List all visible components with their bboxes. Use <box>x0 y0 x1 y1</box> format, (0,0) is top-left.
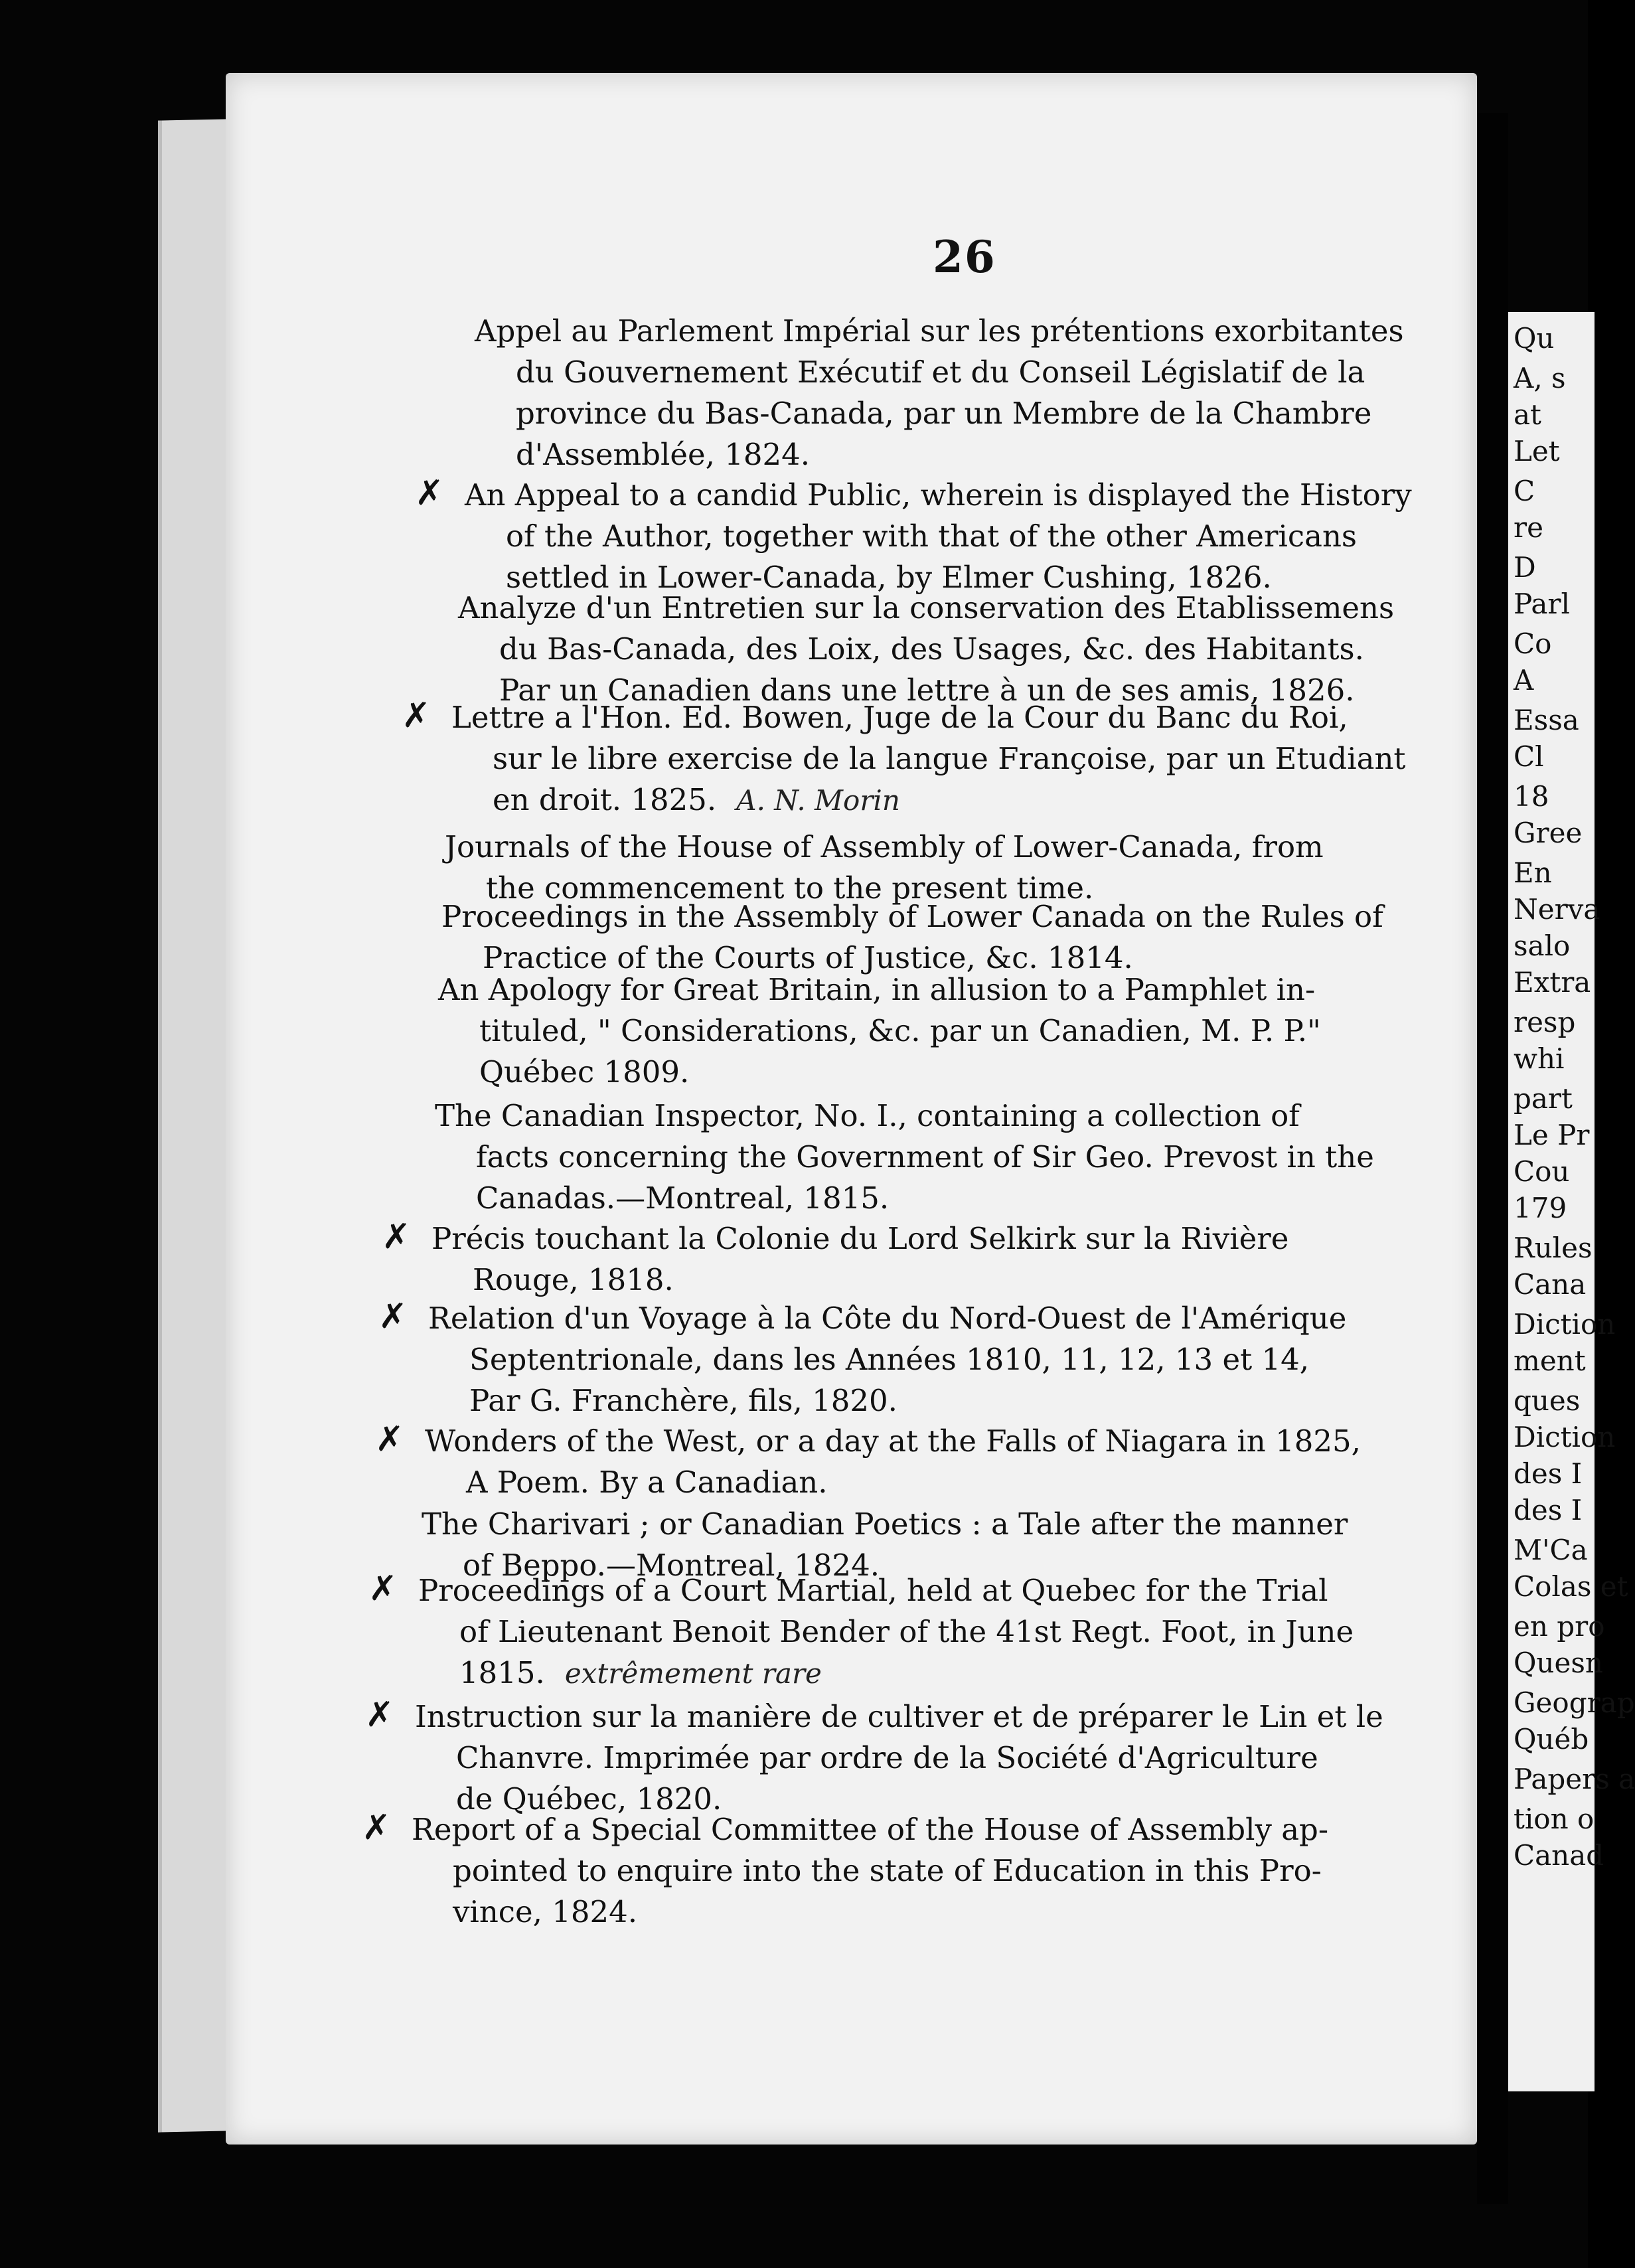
entry-line: Par un Canadien dans une lettre à un de ses amis, 1826. <box>499 673 1355 708</box>
right-page-text: Papers a <box>1514 1763 1635 1795</box>
handwritten-note: extrêmement rare <box>564 1657 822 1690</box>
right-page-text: whi <box>1514 1042 1565 1075</box>
entry-line: of Beppo.—Montreal, 1824. <box>463 1548 880 1583</box>
right-page-text: Canad <box>1514 1839 1604 1872</box>
entry-line: tituled, " Considerations, &c. par un Canadien, M. P. P." <box>479 1013 1321 1048</box>
entry-line: Rouge, 1818. <box>473 1262 674 1297</box>
bibliography-entry <box>418 1570 1354 1694</box>
right-page-text: Gree <box>1514 817 1583 849</box>
entry-line: settled in Lower-Canada, by Elmer Cushing, 1826. <box>506 560 1272 595</box>
right-page-text: tion o <box>1514 1803 1595 1835</box>
right-page-text: Parl <box>1514 588 1570 620</box>
right-page-text: Geograp <box>1514 1686 1635 1719</box>
entry-line: Relation d'un Voyage à la Côte du Nord-Ouest de l'Amérique <box>428 1301 1347 1336</box>
right-page-text: A <box>1514 664 1534 696</box>
right-page-text: En <box>1514 856 1552 889</box>
right-page-text: Colas et <box>1514 1570 1628 1603</box>
right-page-text: 18 <box>1514 780 1549 813</box>
entry-line: Chanvre. Imprimée par ordre de la Société d'Agriculture <box>456 1740 1318 1775</box>
right-page-text: Let <box>1514 435 1560 467</box>
entry-line: Septentrionale, dans les Années 1810, 11, 12, 13 et 14, <box>469 1342 1310 1377</box>
right-page-text: D <box>1514 551 1536 584</box>
entry-line: Proceedings in the Assembly of Lower Canada on the Rules of <box>441 899 1383 934</box>
entry-line: en droit. 1825. A. N. Morin <box>493 782 900 817</box>
entry-line: du Gouvernement Exécutif et du Conseil Législatif de la <box>516 355 1365 390</box>
entry-line: province du Bas-Canada, par un Membre de la Chambre <box>516 396 1372 431</box>
right-page-text: Le Pr <box>1514 1119 1590 1151</box>
right-page-text: Diction <box>1514 1421 1616 1453</box>
entry-line: Par G. Franchère, fils, 1820. <box>469 1383 897 1418</box>
page-number: 26 <box>933 231 996 283</box>
bibliography-entry <box>441 896 1383 979</box>
right-page-text: Quesn <box>1514 1647 1603 1679</box>
entry-line: Analyze d'un Entretien sur la conservation des Etablissemens <box>458 590 1395 625</box>
bibliography-entry <box>431 1218 1288 1301</box>
right-page-text: Cana <box>1514 1268 1587 1301</box>
entry-line: of the Author, together with that of the other Americans <box>506 519 1358 554</box>
entry-line: Report of a Special Committee of the House of Assembly ap- <box>412 1812 1329 1847</box>
right-page-text: Cl <box>1514 740 1544 773</box>
right-page-text: Rules <box>1514 1232 1593 1264</box>
entry-line: Wonders of the West, or a day at the Falls of Niagara in 1825, <box>425 1423 1361 1459</box>
right-page-text: Essa <box>1514 704 1579 736</box>
bibliography-entry <box>465 475 1412 598</box>
bibliography-entry <box>475 311 1404 475</box>
entry-line: sur le libre exercise de la langue Françoise, par un Etudiant <box>493 741 1406 776</box>
check-mark-icon: ✗ <box>375 1419 404 1459</box>
right-page-text: en pro <box>1514 1610 1605 1643</box>
right-page-text: Québ <box>1514 1723 1589 1755</box>
entry-line: of Lieutenant Benoit Bender of the 41st Regt. Foot, in June <box>459 1614 1354 1649</box>
bibliography-entry <box>435 1095 1374 1219</box>
entry-line: de Québec, 1820. <box>456 1781 722 1817</box>
handwritten-note: A. N. Morin <box>736 784 900 817</box>
right-page-text: salo <box>1514 930 1571 962</box>
entry-line: Appel au Parlement Impérial sur les prétentions exorbitantes <box>475 313 1404 349</box>
right-page-text: Qu <box>1514 322 1555 355</box>
bibliography-entry <box>451 697 1406 821</box>
entry-line: vince, 1824. <box>453 1894 638 1929</box>
entry-line: The Canadian Inspector, No. I., containing a collection of <box>435 1098 1300 1133</box>
check-mark-icon: ✗ <box>365 1695 394 1735</box>
right-page-text: Cou <box>1514 1155 1570 1188</box>
entry-line: Journals of the House of Assembly of Lower-Canada, from <box>445 829 1324 864</box>
check-mark-icon: ✗ <box>415 473 444 513</box>
bibliography-entry <box>428 1298 1346 1421</box>
right-page-text: des I <box>1514 1494 1583 1526</box>
entry-line: d'Assemblée, 1824. <box>516 437 811 472</box>
entry-line: Précis touchant la Colonie du Lord Selkirk sur la Rivière <box>431 1221 1289 1256</box>
entry-line: An Appeal to a candid Public, wherein is displayed the History <box>465 477 1412 513</box>
right-page-text: Nerva <box>1514 893 1600 926</box>
right-page-text: A, s <box>1514 362 1566 394</box>
entry-line: The Charivari ; or Canadian Poetics : a Tale after the manner <box>422 1506 1348 1542</box>
entry-line: the commencement to the present time. <box>486 870 1094 906</box>
entry-line: Proceedings of a Court Martial, held at Quebec for the Trial <box>418 1573 1328 1608</box>
right-page-text: at <box>1514 398 1541 431</box>
right-page-text: Diction <box>1514 1308 1616 1340</box>
right-page-text: Co <box>1514 627 1552 660</box>
right-page-text: C <box>1514 475 1535 507</box>
right-page-text: Extra <box>1514 966 1591 999</box>
entry-line: 1815. extrêmement rare <box>459 1655 822 1690</box>
entry-line: Practice of the Courts of Justice, &c. 1814. <box>483 940 1133 975</box>
entry-line: A Poem. By a Canadian. <box>466 1465 828 1500</box>
bibliography-entry <box>425 1421 1361 1503</box>
bibliography-entry <box>438 969 1321 1093</box>
entry-line: Instruction sur la manière de cultiver et de préparer le Lin et le <box>415 1699 1383 1734</box>
right-page-text: ment <box>1514 1344 1586 1377</box>
check-mark-icon: ✗ <box>382 1217 411 1257</box>
right-page-text: resp <box>1514 1006 1576 1038</box>
check-mark-icon: ✗ <box>362 1808 391 1848</box>
right-page-text: M'Ca <box>1514 1534 1588 1566</box>
check-mark-icon: ✗ <box>378 1297 408 1336</box>
entry-line: pointed to enquire into the state of Education in this Pro- <box>453 1853 1322 1888</box>
entry-line: An Apology for Great Britain, in allusion to a Pamphlet in- <box>438 972 1316 1007</box>
bibliography-entry <box>415 1696 1383 1820</box>
check-mark-icon: ✗ <box>368 1569 398 1609</box>
bibliography-entry <box>458 588 1394 711</box>
right-page-text: re <box>1514 511 1543 544</box>
right-page-text: 179 <box>1514 1192 1567 1224</box>
check-mark-icon: ✗ <box>402 696 431 736</box>
entry-line: Lettre a l'Hon. Ed. Bowen, Juge de la Cour du Banc du Roi, <box>451 700 1348 735</box>
entry-line: facts concerning the Government of Sir Geo. Prevost in the <box>476 1139 1374 1174</box>
entry-line: Québec 1809. <box>479 1054 690 1090</box>
bibliography-entry <box>412 1809 1328 1933</box>
entry-line: Canadas.—Montreal, 1815. <box>476 1180 890 1216</box>
right-page-text: des I <box>1514 1457 1583 1490</box>
right-page-text: part <box>1514 1082 1573 1115</box>
entry-line: du Bas-Canada, des Loix, des Usages, &c. des Habitants. <box>499 631 1364 667</box>
right-page-text: ques <box>1514 1384 1581 1417</box>
